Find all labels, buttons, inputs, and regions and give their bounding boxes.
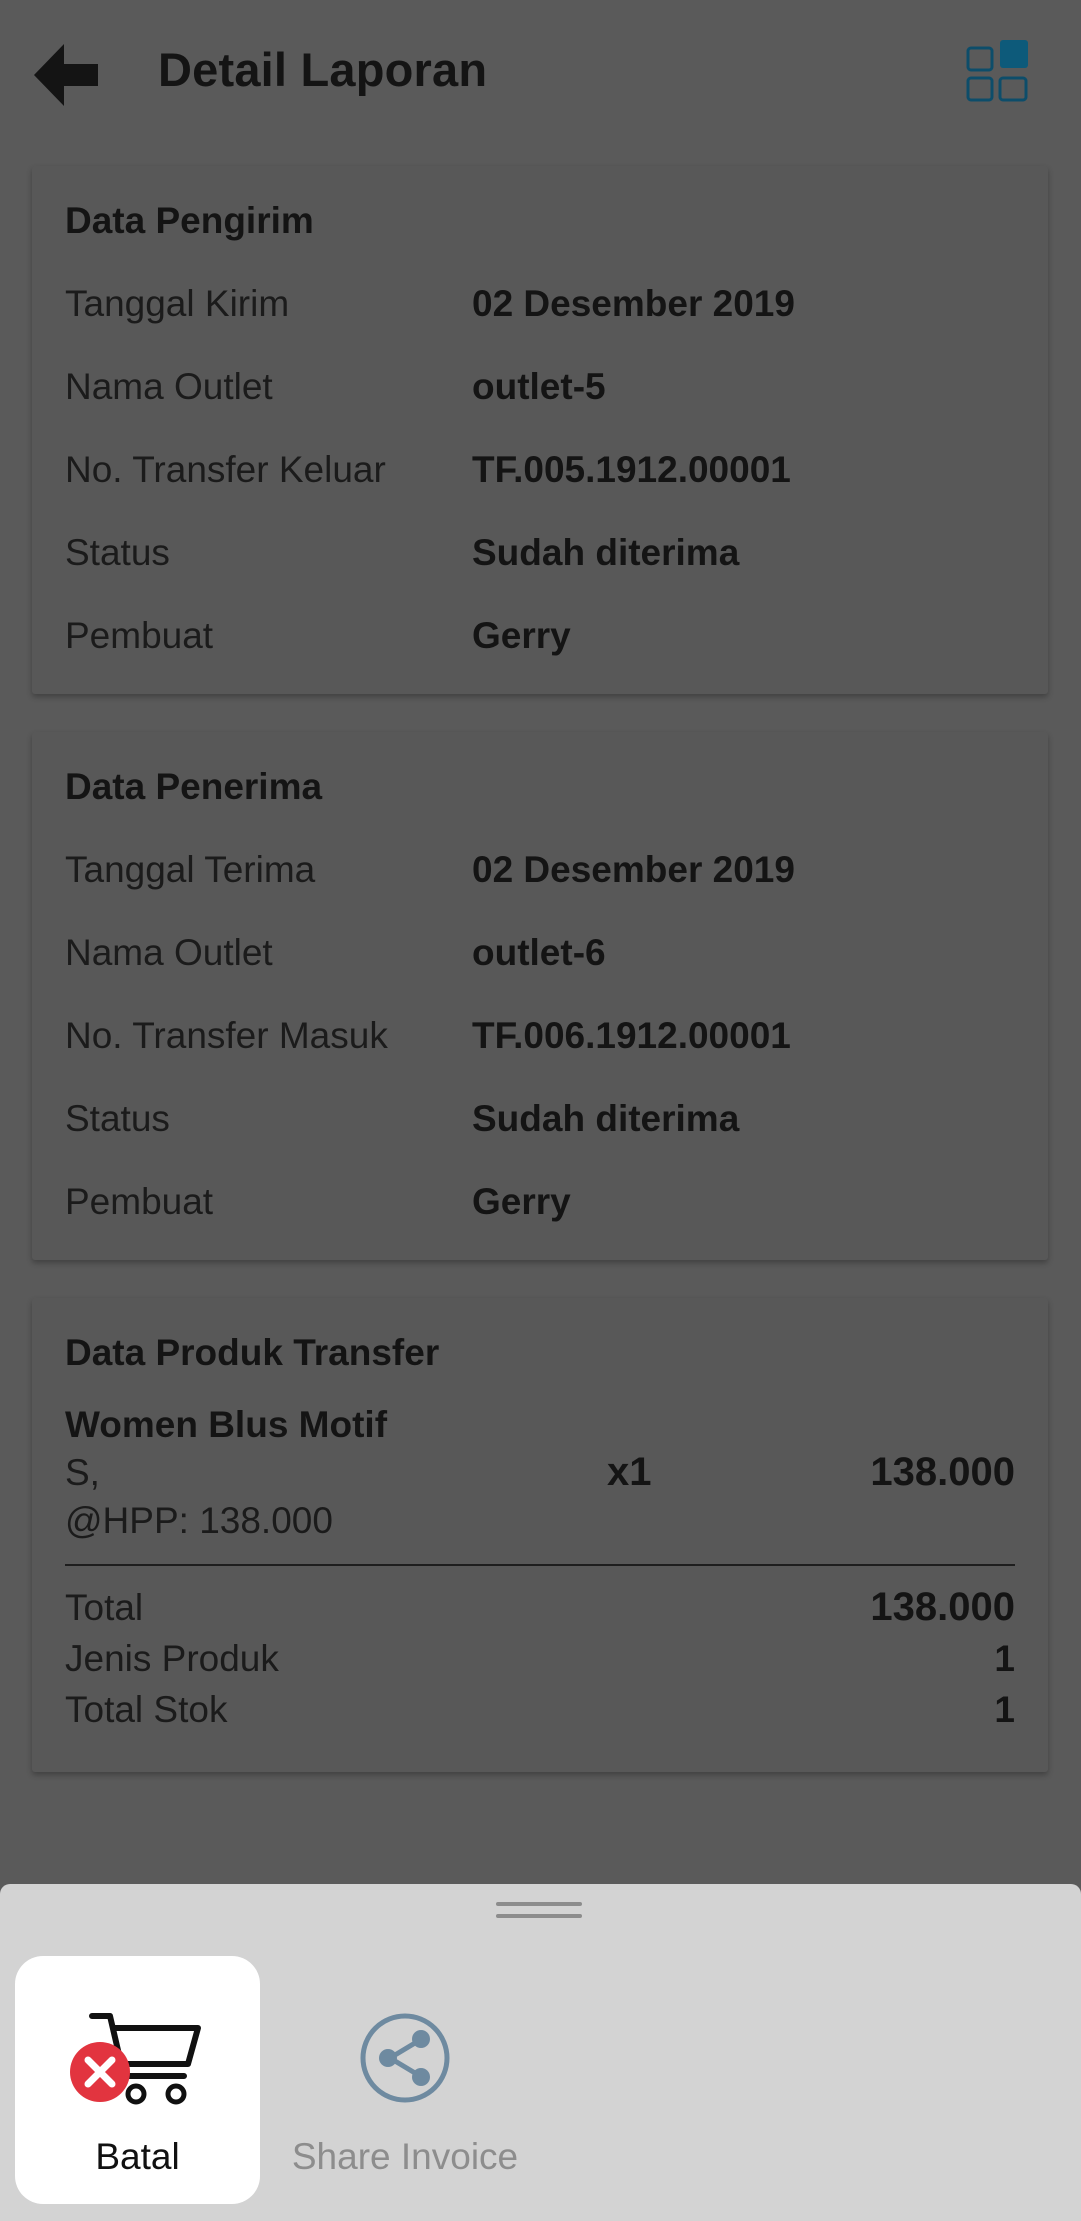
total-value: 138.000 [870, 1585, 1015, 1629]
total-label: Total [65, 1587, 144, 1628]
product-qty: x1 [607, 1450, 652, 1494]
receiver-card [32, 732, 1048, 1260]
receiver-outlet-label: Nama Outlet [65, 932, 273, 973]
sender-date-label: Tanggal Kirim [65, 283, 290, 324]
page-title: Detail Laporan [158, 43, 488, 96]
sender-transfer-value: TF.005.1912.00001 [472, 449, 791, 490]
sender-outlet-label: Nama Outlet [65, 366, 273, 407]
receiver-creator-value: Gerry [472, 1181, 571, 1222]
sender-date-value: 02 Desember 2019 [472, 283, 795, 324]
jenis-produk-value: 1 [994, 1638, 1015, 1679]
receiver-outlet-value: outlet-6 [472, 932, 606, 973]
sender-creator-label: Pembuat [65, 615, 214, 656]
receiver-date-value: 02 Desember 2019 [472, 849, 795, 890]
app-bar [0, 0, 1081, 150]
receiver-status-label: Status [65, 1098, 170, 1139]
receiver-creator-label: Pembuat [65, 1181, 214, 1222]
product-price: 138.000 [870, 1450, 1015, 1494]
receiver-card-title: Data Penerima [65, 766, 323, 807]
sender-status-value: Sudah diterima [472, 532, 740, 573]
product-hpp: @HPP: 138.000 [65, 1500, 333, 1541]
grid-icon [966, 38, 1032, 104]
grid-menu-button[interactable] [966, 38, 1032, 104]
bottom-sheet [0, 1884, 1081, 2221]
share-invoice-label: Share Invoice [291, 2136, 519, 2177]
share-invoice-button[interactable] [280, 1956, 530, 2204]
cart-cancel-icon [70, 2008, 210, 2108]
products-divider [65, 1564, 1015, 1566]
cancel-label: Batal [95, 2136, 180, 2177]
sender-card-title: Data Pengirim [65, 200, 314, 241]
product-variant: S, [65, 1452, 100, 1493]
total-stok-value: 1 [994, 1689, 1015, 1730]
back-button[interactable] [30, 38, 104, 112]
share-icon [359, 2012, 451, 2104]
arrow-left-icon [30, 38, 104, 112]
receiver-transfer-label: No. Transfer Masuk [65, 1015, 388, 1056]
receiver-transfer-value: TF.006.1912.00001 [472, 1015, 791, 1056]
sender-creator-value: Gerry [472, 615, 571, 656]
sender-status-label: Status [65, 532, 170, 573]
cancel-button[interactable] [15, 1956, 260, 2204]
sheet-handle-bottom[interactable] [496, 1914, 582, 1918]
products-card-title: Data Produk Transfer [65, 1332, 440, 1373]
product-name: Women Blus Motif [65, 1404, 388, 1445]
products-card [32, 1298, 1048, 1772]
sender-card [32, 166, 1048, 694]
receiver-date-label: Tanggal Terima [65, 849, 316, 890]
sheet-handle-top[interactable] [496, 1902, 582, 1906]
sender-outlet-value: outlet-5 [472, 366, 606, 407]
sender-transfer-label: No. Transfer Keluar [65, 449, 386, 490]
receiver-status-value: Sudah diterima [472, 1098, 740, 1139]
total-stok-label: Total Stok [65, 1689, 228, 1730]
jenis-produk-label: Jenis Produk [65, 1638, 279, 1679]
